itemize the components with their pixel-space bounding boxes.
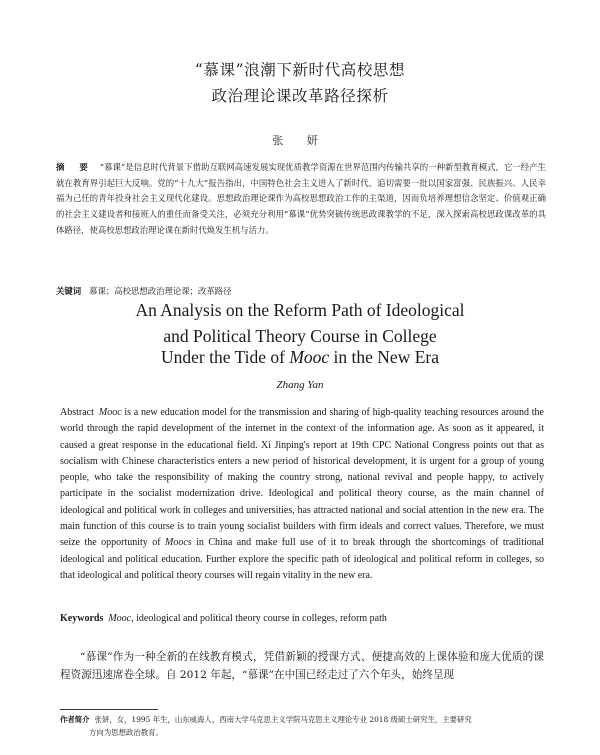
english-abstract: [60, 405, 544, 584]
chinese-author: 张 妍: [272, 134, 328, 147]
english-title-line-2: and Political Theory Course in College: [163, 326, 437, 346]
english-abstract-moocs: Moocs: [165, 537, 192, 549]
english-title-mooc: Mooc: [289, 347, 330, 367]
footnote-divider: [60, 709, 158, 710]
english-keywords-label: Keywords: [60, 613, 104, 624]
english-title-line-1: An Analysis on the Reform Path of Ideological: [135, 300, 465, 320]
chinese-abstract: [56, 160, 546, 239]
english-keywords-text: , ideological and political theory course in colleges, reform path: [131, 613, 387, 624]
chinese-keywords: [56, 284, 546, 298]
english-keywords: [60, 612, 544, 626]
chinese-abstract-text: “慕课”是信息时代背景下借助互联网高速发展实现优质教学资源在世界范围内传输共享的一种新型教育模式，它一经产生就在教育界引起巨大反响。党的“十九大”报告指出，中国特色社会主义进入了新时代，追切需要一批以国家富强、民族振兴、人民幸福为己任的青年投身社会主义现代化建设。思想政治理论课作为高校思想政治工作的主渠道，因而负培养理想信念坚定、价值观正确的社会主义建设者和接班人的重任而备受关注，必须充分利用“慕课”优势突破传统思政课教学的不足，深入探索高校思政课改革的具体路径，使高校思想政治理论课在新时代焕发生机与活力。: [56, 162, 547, 235]
footnote-line-1: 张妍，女，1995 年生，山东威海人，西南大学马克思主义学院马克思主义理论专业 2018 级硕士研究生，主要研究: [94, 715, 472, 724]
english-abstract-text: is a new education model for the transmission and sharing of high-quality teaching resources around the world through the rapid development of the internet in the context of the information age. As soon as it appeared, it caused a great response in the educational field. Xi Jinping's report at 19th CPC National Congress points out that as socialism with Chinese characteristics enters a new period of historical development, it is urgent for a group of young people, who take the responsibility of making the country strong, national revival and people happy, to actively participate in the socialist modernization drive. Ideological and political theory course, as the main channel of ideological and political work in colleges and universities, has attracted national and social attention in the new era. The main function of this course is to train young socialist builders with firm ideals and correct values. Therefore, we must seize the opportunity of: [60, 407, 544, 549]
chinese-title-line-1: “慕课”浪潮下新时代高校思想: [194, 61, 406, 79]
chinese-abstract-label: 摘 要: [56, 162, 94, 172]
footnote-line-2: 方向为思想政治教育。: [89, 727, 163, 737]
english-title-line-3: [0, 346, 600, 369]
chinese-keywords-text: 慕课；高校思想政治理论课；改革路径: [89, 286, 232, 296]
author-footnote: [60, 714, 544, 739]
chinese-title-line-2: 政治理论课改革路径探析: [211, 87, 389, 105]
english-title-line-3-pre: Under the Tide of: [160, 347, 290, 367]
english-abstract-text-2: in China and make full use of it to break through the shortcomings of traditional ideological and political education. Further explore the specific path of ideological and political reform in colleges, so that ideological and political theory courses will regain vitality in the new era.: [60, 537, 544, 581]
english-author: Zhang Yan: [276, 379, 324, 391]
footnote-label: 作者简介: [60, 715, 90, 724]
english-abstract-mooc: Mooc: [98, 407, 122, 418]
english-title-line-3-post: in the New Era: [329, 347, 439, 367]
english-abstract-label: Abstract: [60, 407, 94, 418]
chinese-keywords-label: 关键词: [56, 286, 82, 296]
body-paragraph: “慕课”作为一种全新的在线教育模式，凭借新颖的授课方式、便捷高效的上课体验和庞大优质的课程资源迅速席卷全球。自 2012 年起，“慕课”在中国已经走过了六个年头，始终呈现: [60, 651, 544, 681]
english-keywords-mooc: Mooc: [108, 613, 132, 624]
